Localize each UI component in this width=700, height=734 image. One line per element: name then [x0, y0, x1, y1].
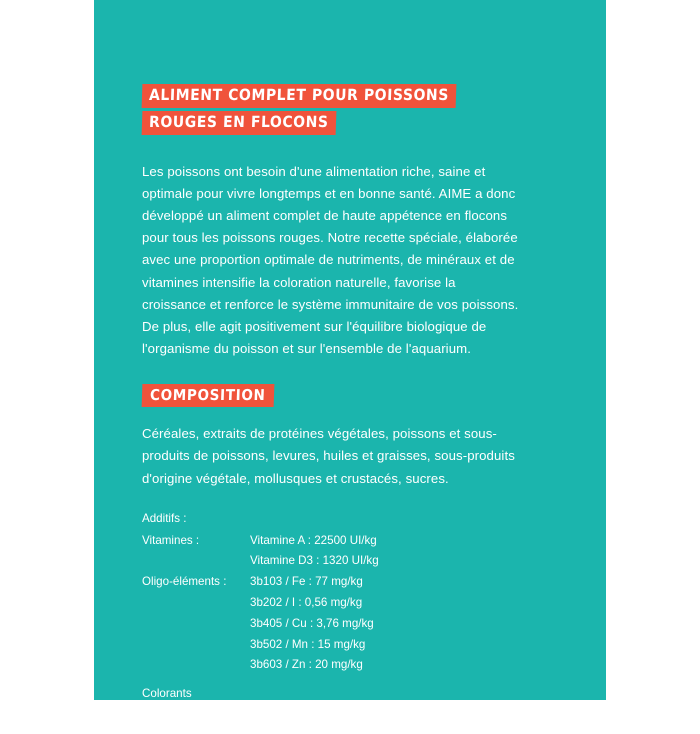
additive-key — [142, 656, 250, 677]
additive-key: Vitamines : — [142, 533, 200, 547]
additives-table — [142, 532, 482, 677]
additive-value: 3b103 / Fe : 77 mg/kg — [250, 575, 363, 589]
additives-label: Additifs : — [142, 511, 187, 525]
additive-key — [142, 552, 250, 573]
additives-block — [142, 510, 562, 704]
composition-paragraph: Céréales, extraits de protéines végétales, poissons et sous-produits de poissons, levures, huiles et graisses, sous-produits d'origine végétale, mollusques et crustacés, sucres. — [142, 426, 515, 486]
page-title-line-1: ALIMENT COMPLET POUR POISSONS — [142, 84, 457, 108]
additive-key — [142, 615, 250, 636]
table-row — [142, 594, 482, 615]
content-column — [142, 84, 562, 734]
additive-key: Oligo-éléments : — [142, 575, 227, 589]
intro-paragraph: Les poissons ont besoin d'une alimentation riche, saine et optimale pour vivre longtemps et en bonne santé. AIME a donc développé un aliment complet de haute appétence en flocons pour tous les poissons rouges. Notre recette spéciale, élaborée avec une proportion optimale de nutriments, de minéraux et de vitamines intensifie la coloration naturelle, favorise la croissance et renforce le système immunitaire de vos poissons. De plus, elle agit positivement sur l'équilibre biologique de l'organisme du poisson et sur l'ensemble de l'aquarium. — [142, 163, 519, 357]
table-row — [142, 656, 482, 677]
additive-value: Vitamine D3 : 1320 UI/kg — [250, 554, 379, 568]
table-row — [142, 552, 482, 573]
table-row — [142, 636, 482, 657]
page-title — [142, 84, 562, 139]
table-row — [142, 532, 482, 553]
additive-value: Vitamine A : 22500 UI/kg — [250, 533, 377, 547]
additive-key — [142, 594, 250, 615]
additive-value: 3b502 / Mn : 15 mg/kg — [250, 637, 366, 651]
composition-heading: COMPOSITION — [142, 384, 274, 407]
additive-value: 3b603 / Zn : 20 mg/kg — [250, 658, 363, 672]
additive-value: 3b202 / I : 0,56 mg/kg — [250, 595, 363, 609]
additive-key — [142, 636, 250, 657]
table-row — [142, 573, 482, 594]
colorants-label: Colorants — [142, 687, 192, 701]
page-title-line-2: ROUGES EN FLOCONS — [142, 111, 336, 135]
teal-panel — [94, 0, 606, 734]
footnote: * Sous réserve de respecter les consignes d'utilisation ci-après. — [142, 721, 462, 734]
table-row — [142, 615, 482, 636]
additive-value: 3b405 / Cu : 3,76 mg/kg — [250, 616, 374, 630]
